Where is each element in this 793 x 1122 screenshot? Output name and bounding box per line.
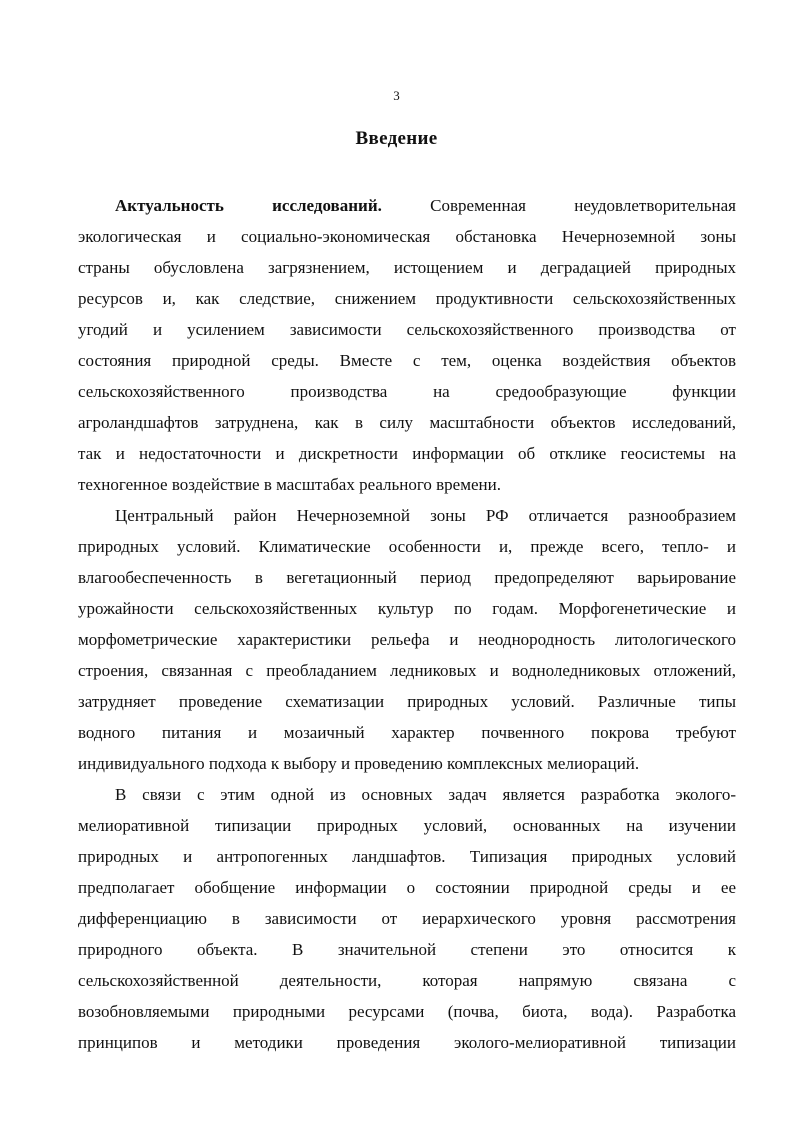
text-line: дифференциацию в зависимости от иерархического уровня рассмотрения xyxy=(78,909,736,928)
text-line: возобновляемыми природными ресурсами (почва, биота, вода). Разработка xyxy=(78,1002,736,1021)
text-line: предполагает обобщение информации о состоянии природной среды и ее xyxy=(78,878,736,897)
text-line: влагообеспеченность в вегетационный период предопределяют варьирование xyxy=(78,568,736,587)
paragraph-central-region xyxy=(78,500,736,779)
paragraph-typization xyxy=(78,779,736,1058)
text-line: так и недостаточности и дискретности информации об отклике геосистемы на xyxy=(78,444,736,463)
text-line: строения, связанная с преобладанием ледниковых и водноледниковых отложений, xyxy=(78,661,736,680)
text-line: Актуальность исследований. Современная неудовлетворительная xyxy=(115,196,736,215)
text-line: природных и антропогенных ландшафтов. Типизация природных условий xyxy=(78,847,736,866)
text-line: страны обусловлена загрязнением, истощением и деградацией природных xyxy=(78,258,736,277)
text-line: мелиоративной типизации природных условий, основанных на изучении xyxy=(78,816,736,835)
paragraph-relevance xyxy=(78,190,736,500)
text-line: В связи с этим одной из основных задач является разработка эколого- xyxy=(115,785,736,804)
text-line: затрудняет проведение схематизации природных условий. Различные типы xyxy=(78,692,736,711)
text-line: сельскохозяйственного производства на средообразующие функции xyxy=(78,382,736,401)
text-line: природных условий. Климатические особенности и, прежде всего, тепло- и xyxy=(78,537,736,556)
page-number: 3 xyxy=(393,88,400,103)
text-line: природного объекта. В значительной степени это относится к xyxy=(78,940,736,959)
text-line: состояния природной среды. Вместе с тем, оценка воздействия объектов xyxy=(78,351,736,370)
text-line: агроландшафтов затруднена, как в силу масштабности объектов исследований, xyxy=(78,413,736,432)
text-line: морфометрические характеристики рельефа и неоднородность литологического xyxy=(78,630,736,649)
text-line: принципов и методики проведения эколого-мелиоративной типизации xyxy=(78,1033,736,1052)
page-title: Введение xyxy=(355,128,438,149)
text-line: экологическая и социально-экономическая обстановка Нечерноземной зоны xyxy=(78,227,736,246)
text-line: урожайности сельскохозяйственных культур по годам. Морфогенетические и xyxy=(78,599,736,618)
text-line: водного питания и мозаичный характер почвенного покрова требуют xyxy=(78,723,736,742)
text-line: сельскохозяйственной деятельности, которая напрямую связана с xyxy=(78,971,736,990)
text-line: техногенное воздействие в масштабах реального времени. xyxy=(78,475,501,494)
text-line: ресурсов и, как следствие, снижением продуктивности сельскохозяйственных xyxy=(78,289,736,308)
body-text xyxy=(78,190,736,1058)
text-line: Центральный район Нечерноземной зоны РФ отличается разнообразием xyxy=(115,506,736,525)
text-line: угодий и усилением зависимости сельскохозяйственного производства от xyxy=(78,320,736,339)
text-line: индивидуального подхода к выбору и проведению комплексных мелиораций. xyxy=(78,754,640,773)
paragraph-lead: Актуальность исследований. xyxy=(115,196,382,215)
